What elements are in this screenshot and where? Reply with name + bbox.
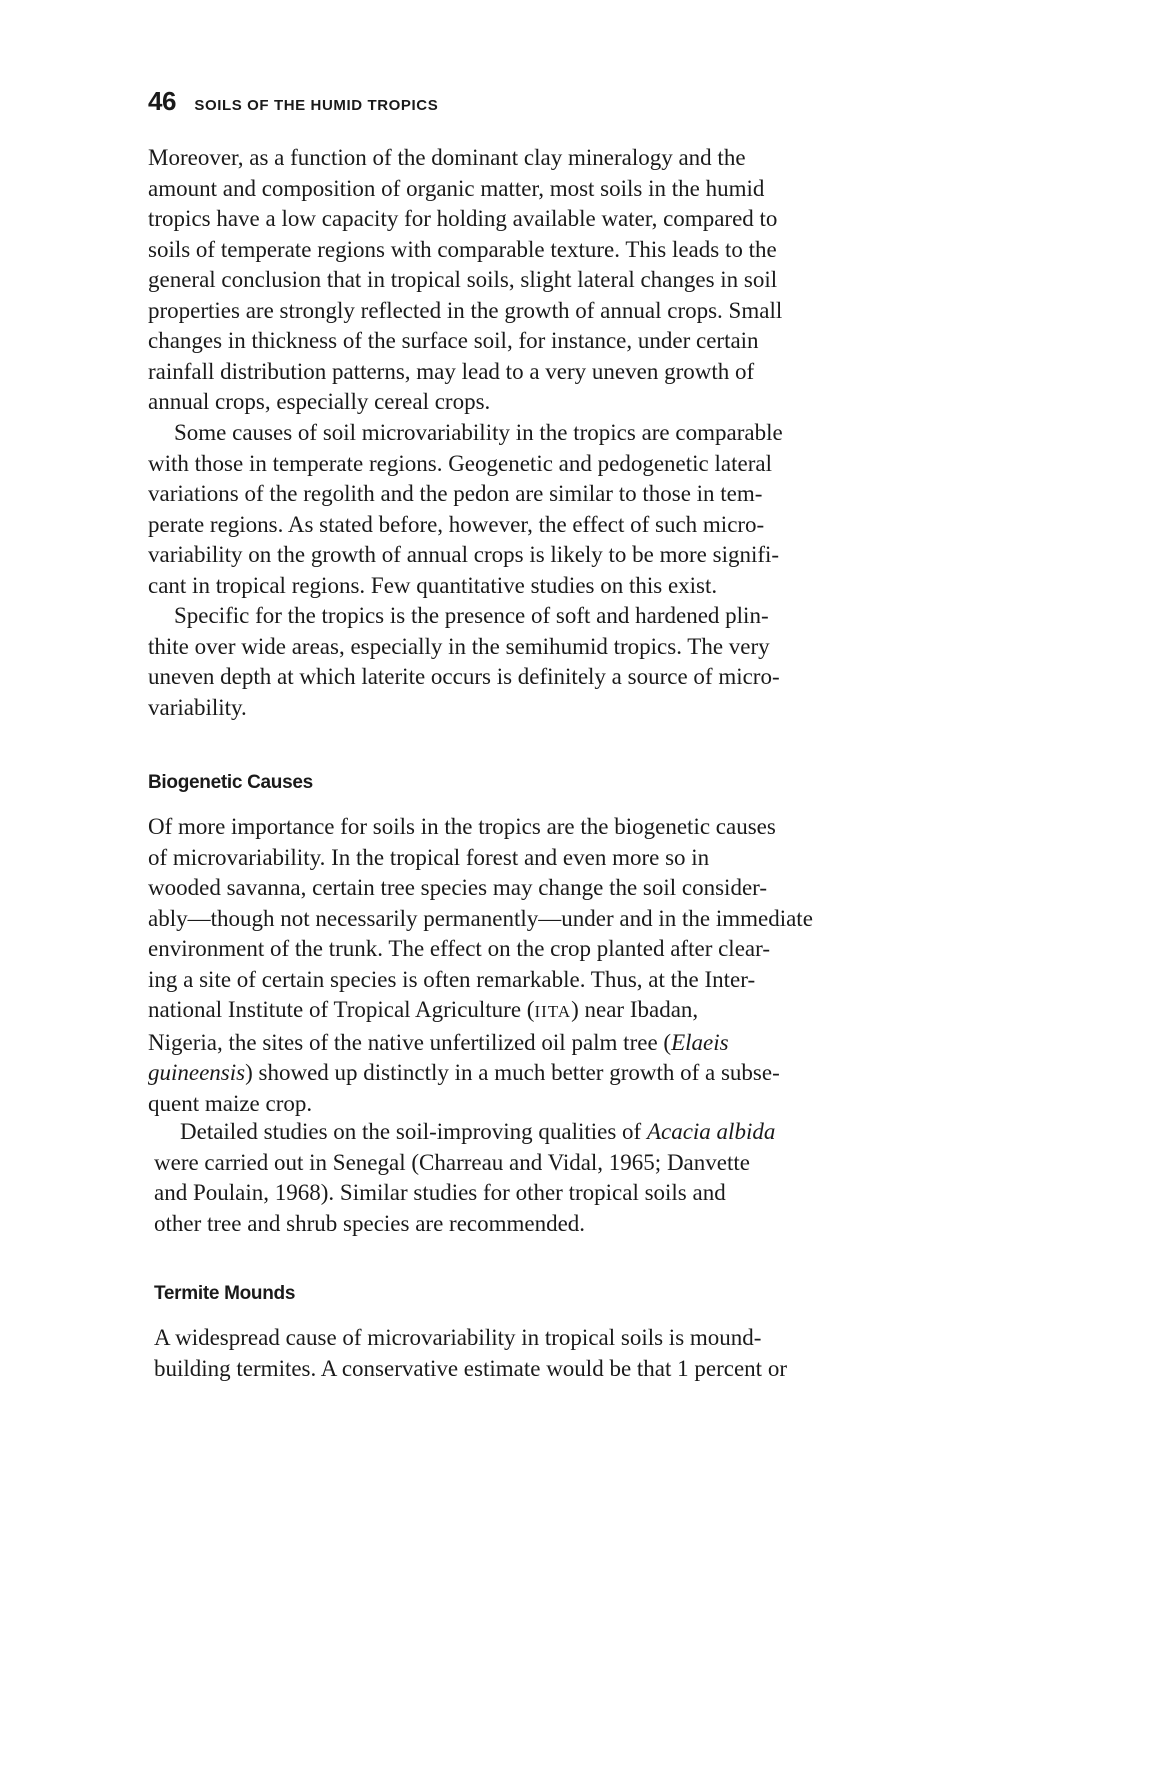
text-line: properties are strongly reflected in the growth of annual crops. Small xyxy=(148,297,783,323)
text-line xyxy=(148,995,813,1028)
species-name: Acacia albida xyxy=(646,1119,776,1144)
text-line: annual crops, especially cereal crops. xyxy=(148,389,491,414)
paragraph-6 xyxy=(148,1323,787,1384)
text-line: soils of temperate regions with comparable texture. This leads to the xyxy=(148,236,777,262)
text-line: were carried out in Senegal (Charreau and Vidal, 1965; Danvette xyxy=(154,1149,750,1175)
text-line: uneven depth at which laterite occurs is definitely a source of micro- xyxy=(148,664,780,689)
text-fragment: national Institute of Tropical Agriculture ( xyxy=(148,997,535,1022)
text-line: perate regions. As stated before, however, the effect of such micro- xyxy=(148,511,765,537)
text-line: variations of the regolith and the pedon are similar to those in tem- xyxy=(148,481,763,506)
text-fragment: ) showed up distinctly in a much better growth of a subse- xyxy=(245,1060,780,1085)
text-line: variability on the growth of annual crops is likely to be more signifi- xyxy=(148,542,780,567)
text-line: and Poulain, 1968). Similar studies for other tropical soils and xyxy=(154,1180,726,1205)
page-number: 46 xyxy=(148,86,176,116)
text-line: cant in tropical regions. Few quantitative studies on this exist. xyxy=(148,572,718,598)
text-line: variability. xyxy=(148,694,247,720)
text-line: Specific for the tropics is the presence of soft and hardened plin- xyxy=(174,603,769,628)
text-line: ing a site of certain species is often remarkable. Thus, at the Inter- xyxy=(148,966,756,992)
text-line: amount and composition of organic matter, most soils in the humid xyxy=(148,175,765,201)
text-line: environment of the trunk. The effect on the crop planted after clear- xyxy=(148,936,770,961)
text-line: thite over wide areas, especially in the semihumid tropics. The very xyxy=(148,633,770,659)
text-line: tropics have a low capacity for holding available water, compared to xyxy=(148,206,778,231)
text-line: quent maize crop. xyxy=(148,1090,313,1116)
paragraph-3 xyxy=(148,601,780,723)
text-line: Of more importance for soils in the tropics are the biogenetic causes xyxy=(148,814,776,839)
section-heading-biogenetic: Biogenetic Causes xyxy=(148,772,313,793)
text-line: general conclusion that in tropical soils, slight lateral changes in soil xyxy=(148,267,778,292)
species-name: Elaeis xyxy=(671,1029,729,1055)
text-line: other tree and shrub species are recommended. xyxy=(154,1210,586,1236)
abbreviation-iita: IITA xyxy=(534,1002,572,1021)
text-line xyxy=(148,1058,813,1089)
text-line: Moreover, as a function of the dominant clay mineralogy and the xyxy=(148,145,746,170)
text-line: wooded savanna, certain tree species may change the soil consider- xyxy=(148,875,768,900)
text-line: building termites. A conservative estimate would be that 1 percent or xyxy=(154,1355,787,1381)
text-line: ably—though not necessarily permanently—under and in the immediate xyxy=(148,905,813,931)
species-name: guineensis xyxy=(148,1060,246,1085)
text-fragment: ) near Ibadan, xyxy=(571,997,699,1022)
text-line xyxy=(148,1028,813,1059)
paragraph-2 xyxy=(148,418,783,601)
text-line xyxy=(154,1117,775,1148)
running-title: SOILS OF THE HUMID TROPICS xyxy=(194,97,439,114)
text-line: with those in temperate regions. Geogenetic and pedogenetic lateral xyxy=(148,450,772,476)
text-line: Some causes of soil microvariability in the tropics are comparable xyxy=(174,420,783,445)
text-fragment: Nigeria, the sites of the native unfertilized oil palm tree ( xyxy=(148,1029,672,1055)
text-line: rainfall distribution patterns, may lead to a very uneven growth of xyxy=(148,358,755,384)
paragraph-1 xyxy=(148,143,782,418)
paragraph-4 xyxy=(148,812,813,1119)
text-line: A widespread cause of microvariability in tropical soils is mound- xyxy=(154,1325,762,1350)
paragraph-5 xyxy=(148,1117,775,1239)
page-header xyxy=(148,86,438,117)
text-line: of microvariability. In the tropical forest and even more so in xyxy=(148,844,710,870)
section-heading-termite: Termite Mounds xyxy=(154,1283,296,1304)
text-fragment: Detailed studies on the soil-improving qualities of xyxy=(180,1119,647,1144)
text-line: changes in thickness of the surface soil, for instance, under certain xyxy=(148,328,759,353)
